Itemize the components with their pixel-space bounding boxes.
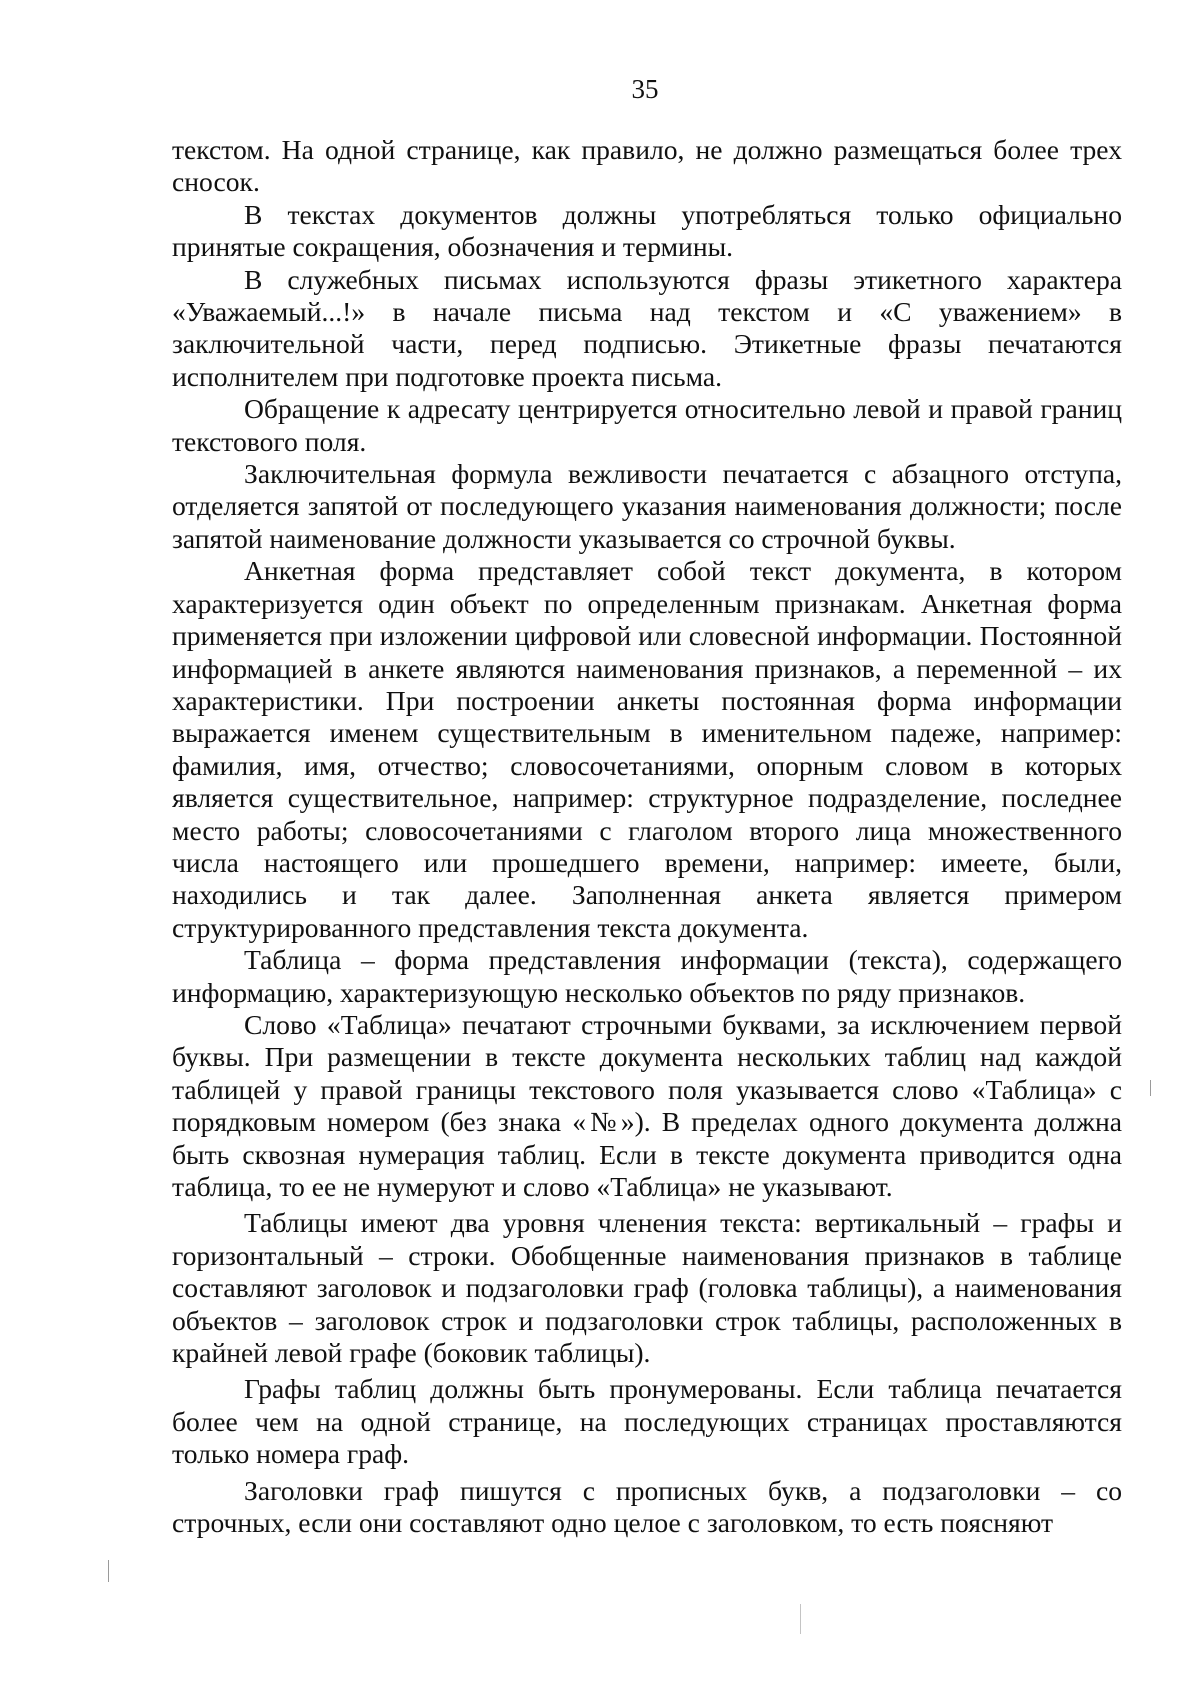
paragraph-abbreviations: В текстах документов должны употребляться только официально принятые сокращения, обозначения и термины. [172,198,1122,263]
scan-artifact [800,1604,801,1634]
paragraph-politeness-formula: Заключительная формула вежливости печатается с абзацного отступа, отделяется запятой от последующего указания наименования должности; после запятой наименование должности указывается со строчной буквы. [172,458,1122,554]
paragraph-etiquette-phrases: В служебных письмах используются фразы этикетного характера «Уважаемый...!» в начале письма над текстом и «С уважением» в заключительной части, перед подписью. Этикетные фразы печатаются исполнителем при подготовке проекта письма. [172,263,1122,392]
paragraph-table-word: Слово «Таблица» печатают строчными буквами, за исключением первой буквы. При размещении в тексте документа нескольких таблиц над каждой таблицей у правой границы текстового поля указывается слово «Таблица» с порядковым номером (без знака «№»). В пределах одного документа должна быть сквозная нумерация таблиц. Если в тексте документа приводится одна таблица, то ее не нумеруют и слово «Таблица» не указывают. [172,1008,1122,1202]
paragraph-column-numbering: Графы таблиц должны быть пронумерованы. Если таблица печатается более чем на одной странице, на последующих страницах проставляются только номера граф. [172,1373,1122,1470]
page-number: 35 [631,74,659,104]
paragraph-table-definition: Таблица – форма представления информации (текста), содержащего информацию, характеризующую несколько объектов по ряду признаков. [172,944,1122,1008]
scan-artifact [1150,1080,1151,1096]
paragraph-questionnaire-form: Анкетная форма представляет собой текст документа, в котором характеризуется один объект по определенным признакам. Анкетная форма применяется при изложении цифровой или словесной информации. Постоянной информацией в анкете являются наименования признаков, а переменной – их характеристики. При построении анкеты постоянная форма информации выражается именем существительным в именительном падеже, например: фамилия, имя, отчество; словосочетаниями, опорным словом в которых является существительное, например: структурное подразделение, последнее место работы; словосочетаниями с глаголом второго лица множественного числа настоящего или прошедшего времени, например: имеете, были, находились и так далее. Заполненная анкета является примером структурированного представления текста документа. [172,555,1122,943]
document-text [172,134,1122,1539]
paragraph-continuation: текстом. На одной странице, как правило, не должно размещаться более трех сносок. [172,134,1122,198]
paragraph-column-headings: Заголовки граф пишутся с прописных букв, а подзаголовки – со строчных, если они составляют одно целое с заголовком, то есть поясняют [172,1474,1122,1539]
paragraph-table-levels: Таблицы имеют два уровня членения текста: вертикальный – графы и горизонтальный – строки. Обобщенные наименования признаков в таблице составляют заголовок и подзаголовки граф (головка таблицы), а наименования объектов – заголовок строк и подзаголовки строк таблицы, расположенных в крайней левой графе (боковик таблицы). [172,1207,1122,1369]
paragraph-addressee-centering: Обращение к адресату центрируется относительно левой и правой границ текстового поля. [172,393,1122,457]
scan-artifact [108,1560,109,1582]
